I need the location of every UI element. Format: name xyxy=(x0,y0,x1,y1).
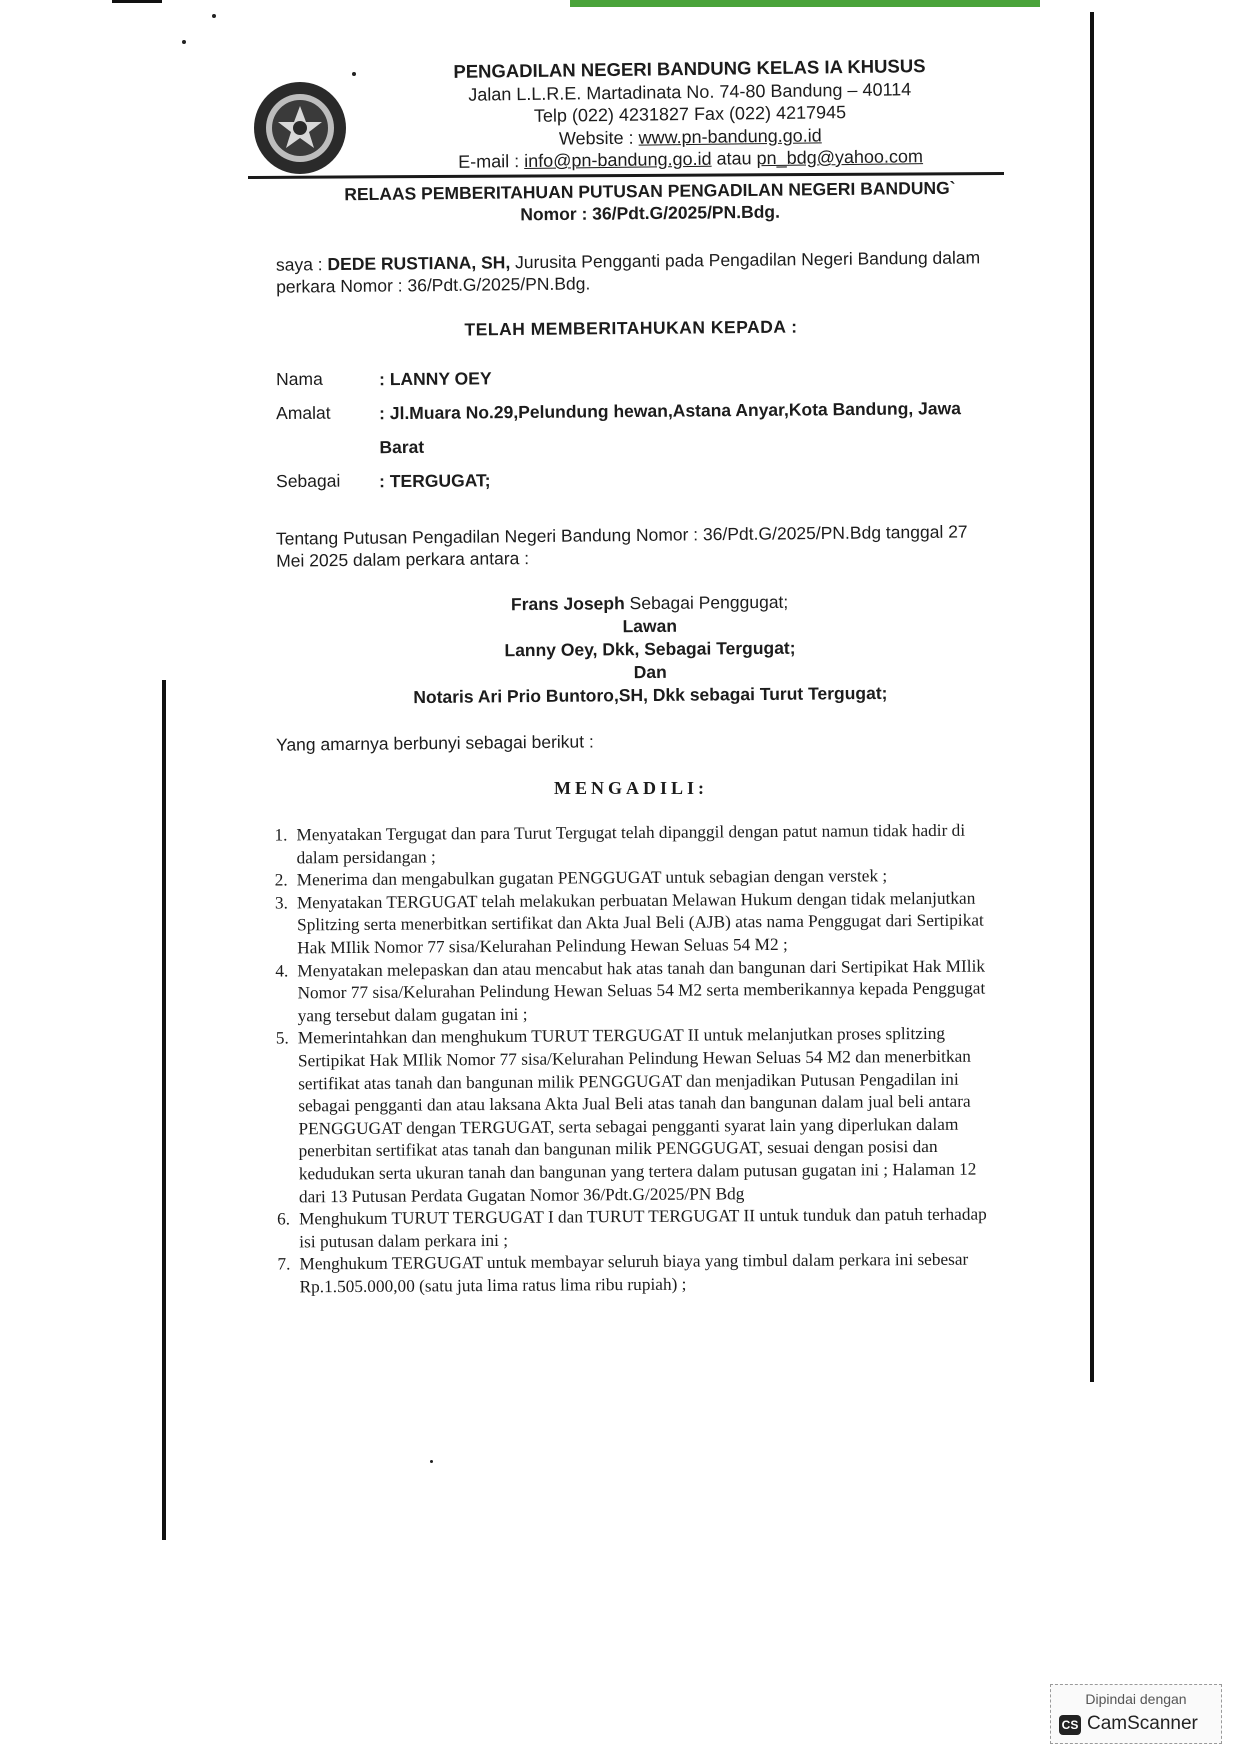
verdict-item-number: 1. xyxy=(274,825,288,845)
court-seal-logo xyxy=(252,80,348,176)
camscanner-logo-icon: CS xyxy=(1059,1715,1081,1735)
email-separator: atau xyxy=(711,148,757,169)
verdict-item-text: Menghukum TURUT TERGUGAT I dan TURUT TERGUGAT II untuk tunduk dan patuh terhadap isi putusan dalam perkara ini ; xyxy=(299,1204,987,1252)
watermark-top-text: Dipindai dengan xyxy=(1085,1691,1187,1707)
verdict-heading: MENGADILI: xyxy=(553,778,708,798)
email-label: E-mail : xyxy=(458,151,525,172)
website-label: Website : xyxy=(558,127,639,149)
field-address-value: : Jl.Muara No.29,Pelundung hewan,Astana Anyar,Kota Bandung, Jawa Barat xyxy=(379,398,961,458)
party-separator-2: Dan xyxy=(633,661,667,683)
bailiff-name: DEDE RUSTIANA, SH, xyxy=(327,252,511,275)
letterhead xyxy=(399,54,980,174)
website-link[interactable]: www.pn-bandung.go.id xyxy=(638,124,822,148)
scan-edge-line-top-left xyxy=(112,0,162,3)
field-name xyxy=(276,363,996,390)
plaintiff-role: Sebagai Penggugat; xyxy=(624,591,789,614)
court-address: Jalan L.L.R.E. Martadinata No. 74-80 Bandung – 40114 xyxy=(468,78,912,105)
scan-speck xyxy=(430,1460,433,1463)
verdict-item-text: Menerima dan mengabulkan gugatan PENGGUGAT untuk sebagian dengan verstek ; xyxy=(296,866,888,890)
email-link-2[interactable]: pn_bdg@yahoo.com xyxy=(756,146,924,169)
watermark-brand: CamScanner xyxy=(1087,1713,1198,1734)
intro-text: Jurusita Pengganti pada Pengadilan Negeri Bandung dalam perkara Nomor : 36/Pdt.G/2025/PN.Bdg. xyxy=(276,247,981,297)
intro-prefix: saya : xyxy=(275,254,328,275)
field-role xyxy=(276,465,996,492)
scan-speck xyxy=(182,40,186,44)
field-role-label: Sebagai xyxy=(276,470,341,492)
document-title xyxy=(300,176,1000,227)
party-co-defendant: Notaris Ari Prio Buntoro,SH, Dkk sebagai Turut Tergugat; xyxy=(413,682,888,708)
party-separator-1: Lawan xyxy=(622,615,678,637)
field-name-value: : LANNY OEY xyxy=(379,368,492,390)
field-address xyxy=(276,397,996,458)
email-link-1[interactable]: info@pn-bandung.go.id xyxy=(524,148,712,172)
notified-heading: TELAH MEMBERITAHUKAN KEPADA : xyxy=(464,316,798,340)
verdict-item xyxy=(275,955,995,1028)
verdict-item xyxy=(277,1249,997,1299)
verdict-item-number: 3. xyxy=(274,893,288,913)
scan-speck xyxy=(352,72,356,76)
title-line-1: RELAAS PEMBERITAHUAN PUTUSAN PENGADILAN NEGERI BANDUNG` xyxy=(344,177,956,205)
verdict-item-number: 2. xyxy=(274,870,288,890)
verdict-item-text: Menyatakan Tergugat dan para Turut Tergugat telah dipanggil dengan patut namun tidak hadir di dalam persidangan ; xyxy=(296,820,966,867)
verdict-item xyxy=(275,887,995,960)
verdict-item-text: Memerintahkan dan menghukum TURUT TERGUGAT II untuk melanjutkan proses splitzing Sertipikat Hak MIlik Nomor 77 sisa/Kelurahan Pelindung Hewan Seluas 54 M2 dan menerbitkan sertifikat atas tanah dan bangunan milik PENGGUGAT dan menjadikan Putusan Pengadilan ini sebagai pengganti dan atau laksana Akta Jual Beli atas tanah dan bangunan dalam jual beli antara PENGGUGAT dengan TERGUGAT, serta sebagai pengganti syarat lain yang diperlukan dalam penerbitan sertifikat atas tanah dan bangunan milik PENGGUGAT, sesuai dengan posisi dan kedudukan serta ukuran tanah dan bangunan yang tertera dalam putusan gugatan ini ; Halaman 12 dari 13 Putusan Perdata Gugatan Nomor 36/Pdt.G/2025/PN Bdg xyxy=(297,1024,977,1206)
plaintiff-name: Frans Joseph xyxy=(510,593,625,615)
intro-paragraph xyxy=(276,246,986,297)
court-phone: Telp (022) 4231827 Fax (022) 4217945 xyxy=(533,102,847,126)
scan-edge-line-right xyxy=(1090,12,1094,1382)
title-line-2: Nomor : 36/Pdt.G/2025/PN.Bdg. xyxy=(520,201,781,225)
verdict-item-number: 7. xyxy=(277,1254,291,1274)
verdict-item xyxy=(274,819,994,869)
scan-green-edge xyxy=(570,0,1040,7)
about-paragraph: Tentang Putusan Pengadilan Negeri Bandung Nomor : 36/Pdt.G/2025/PN.Bdg tanggal 27 Mei 2025 dalam perkara antara : xyxy=(275,521,968,571)
verdict-item xyxy=(276,1023,997,1209)
verdict-item xyxy=(277,1204,997,1254)
court-name: PENGADILAN NEGERI BANDUNG KELAS IA KHUSUS xyxy=(453,55,926,82)
field-address-label: Amalat xyxy=(276,402,331,424)
party-defendant: Lanny Oey, Dkk, Sebagai Tergugat; xyxy=(504,637,796,661)
verdict-item-number: 6. xyxy=(277,1209,291,1229)
verdict-item-text: Menyatakan melepaskan dan atau mencabut hak atas tanah dan bangunan dari Sertipikat Hak MIlik Nomor 77 sisa/Kelurahan Pelindung Hewan Seluas 54 M2 serta memberikannya kepada Penggugat yang tersebut dalam gugatan ini ; xyxy=(297,956,986,1026)
verdict-item-number: 5. xyxy=(275,1028,289,1048)
verdict-item-text: Menghukum TERGUGAT untuk membayar seluruh biaya yang timbul dalam perkara ini sebesar Rp.1.505.000,00 (satu juta lima ratus lima ribu rupiah) ; xyxy=(299,1249,969,1297)
verdict-list xyxy=(274,819,997,1298)
verdict-item-text: Menyatakan TERGUGAT telah melakukan perbuatan Melawan Hukum dengan tidak melanjutkan Splitzing serta menerbitkan sertifikat dan Akta Jual Beli (AJB) atas nama Penggugat dari Sertipikat Hak MIlik Nomor 77 sisa/Kelurahan Pelindung Hewan Seluas 54 M2 ; xyxy=(296,888,984,958)
field-name-label: Nama xyxy=(276,368,323,390)
verdict-item-number: 4. xyxy=(275,960,289,981)
scan-edge-line-left xyxy=(162,680,166,1540)
parties-block xyxy=(340,589,961,709)
scan-speck xyxy=(212,14,216,18)
field-role-value: : TERGUGAT; xyxy=(379,470,491,492)
camscanner-watermark xyxy=(1050,1684,1222,1744)
amar-intro: Yang amarnya berbunyi sebagai berikut : xyxy=(275,731,594,755)
